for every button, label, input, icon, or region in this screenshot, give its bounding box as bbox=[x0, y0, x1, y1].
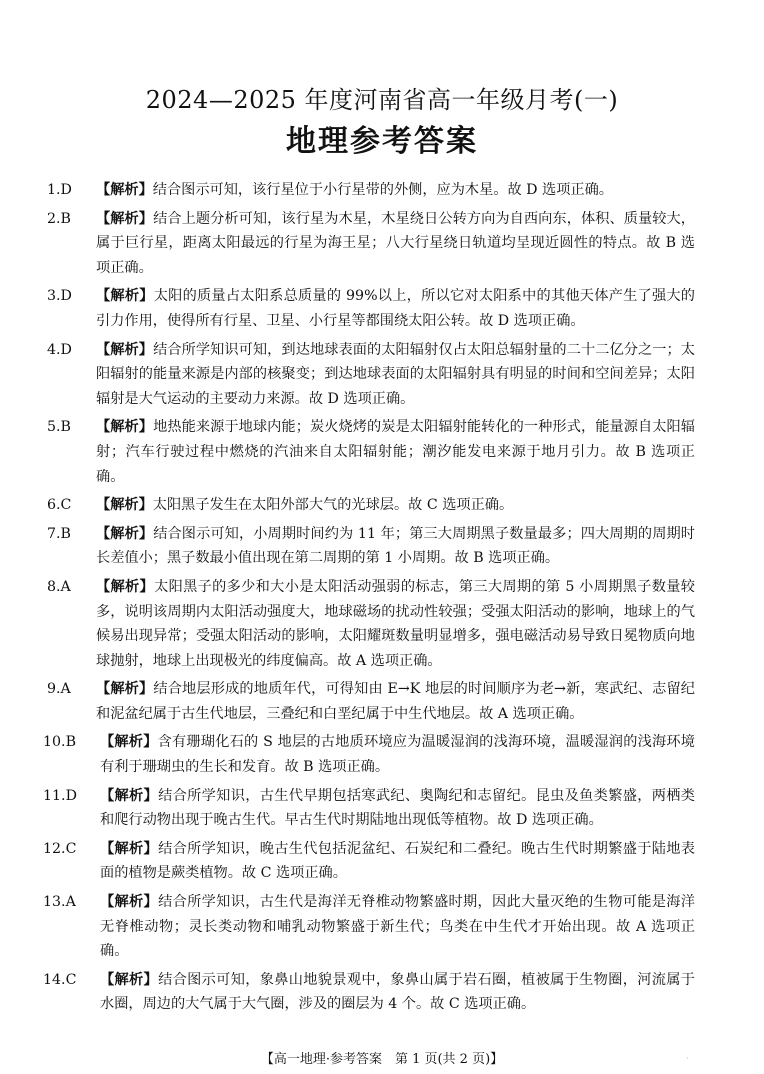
answer-number bbox=[43, 890, 76, 915]
answer-number bbox=[43, 837, 76, 862]
answer-item bbox=[43, 730, 695, 779]
analysis-tag: 【解析】 bbox=[96, 497, 153, 514]
answer-choice: D bbox=[60, 182, 72, 198]
answer-item bbox=[47, 575, 695, 673]
answer-number bbox=[43, 968, 76, 993]
answer-choice: B bbox=[60, 419, 71, 436]
analysis-tag: 【解析】 bbox=[100, 840, 159, 857]
analysis-tag: 【解析】 bbox=[100, 971, 159, 988]
answer-number bbox=[47, 522, 71, 547]
answer-item bbox=[47, 493, 695, 518]
analysis-tag: 【解析】 bbox=[100, 734, 158, 751]
answer-number bbox=[47, 575, 71, 600]
answer-choice: A bbox=[60, 578, 71, 595]
analysis-tag: 【解析】 bbox=[100, 894, 159, 911]
analysis-text: 太阳黑子的多少和大小是太阳活动强弱的标志，第三大周期的第 5 小周期黑子数量较多，说明该周期内太阳活动强度大，地球磁场的扰动性较强；受强太阳活动的影响，地球上的气候易出现异常；受强太阳活动的影响，太阳耀斑数量明显增多，强电磁活动易导致日冕物质向地球抛射，地球上出现极光的纬度偏高。故 A 选项正确。 bbox=[96, 578, 695, 669]
corner-mark: · bbox=[686, 1054, 689, 1063]
answer-item bbox=[47, 207, 695, 281]
answer-choice: A bbox=[60, 681, 71, 698]
answer-item bbox=[43, 968, 695, 1017]
answer-number bbox=[47, 284, 72, 309]
analysis-tag: 【解析】 bbox=[96, 210, 154, 227]
question-number: 13. bbox=[43, 894, 66, 911]
answer-choice: B bbox=[60, 525, 71, 542]
analysis-text: 含有珊瑚化石的 S 地层的古地质环境应为温暖湿润的浅海环境，温暖湿润的浅海环境有利于珊瑚虫的生长和发育。故 B 选项正确。 bbox=[100, 734, 695, 776]
answer-choice: A bbox=[65, 894, 76, 911]
analysis-text: 结合所学知识，晚古生代包括泥盆纪、石炭纪和二叠纪。晚古生代时期繁盛于陆地表面的植物是蕨类植物。故 C 选项正确。 bbox=[100, 840, 695, 882]
question-number: 11. bbox=[43, 787, 66, 804]
page-title: 2024—2025 年度河南省高一年级月考(一) bbox=[145, 86, 619, 114]
answer-item bbox=[43, 837, 695, 886]
analysis-text: 太阳的质量占太阳系总质量的 99%以上，所以它对太阳系中的其他天体产生了强大的引力作用，使得所有行星、卫星、小行星等都围绕太阳公转。故 D 选项正确。 bbox=[96, 288, 695, 329]
answer-item bbox=[47, 677, 695, 726]
analysis-tag: 【解析】 bbox=[96, 182, 153, 198]
answer-number bbox=[47, 493, 71, 518]
answer-item bbox=[47, 284, 695, 333]
question-number: 4. bbox=[47, 341, 61, 358]
question-number: 1. bbox=[47, 182, 61, 198]
answer-choice: D bbox=[60, 341, 72, 358]
question-number: 14. bbox=[43, 971, 66, 988]
question-number: 6. bbox=[47, 497, 61, 514]
analysis-tag: 【解析】 bbox=[96, 578, 155, 595]
analysis-text: 太阳黑子发生在太阳外部大气的光球层。故 C 选项正确。 bbox=[152, 497, 514, 514]
analysis-tag: 【解析】 bbox=[96, 525, 154, 542]
answer-number bbox=[47, 207, 71, 232]
analysis-tag: 【解析】 bbox=[96, 341, 154, 358]
analysis-text: 结合所学知识，古生代早期包括寒武纪、奥陶纪和志留纪。昆虫及鱼类繁盛，两栖类和爬行动物出现于晚古生代。早古生代时期陆地出现低等植物。故 D 选项正确。 bbox=[100, 787, 695, 829]
analysis-text: 结合图示可知，小周期时间约为 11 年；第三大周期黑子数量最多；四大周期的周期时长差值小；黑子数最小值出现在第二周期的第 1 小周期。故 B 选项正确。 bbox=[96, 525, 695, 567]
answer-number bbox=[47, 677, 71, 702]
answer-number bbox=[43, 730, 76, 755]
answer-choice: D bbox=[60, 288, 72, 305]
analysis-tag: 【解析】 bbox=[96, 681, 154, 698]
answer-choice: B bbox=[65, 734, 77, 751]
question-number: 2. bbox=[47, 210, 61, 227]
answer-choice: C bbox=[65, 971, 77, 988]
answer-choice: B bbox=[60, 210, 71, 227]
answer-item bbox=[43, 890, 695, 964]
answer-number bbox=[47, 415, 71, 440]
analysis-text: 结合所学知识，古生代是海洋无脊椎动物繁盛时期，因此大量灭绝的生物可能是海洋无脊椎动物；灵长类动物和哺乳动物繁盛于新生代；鸟类在中生代才开始出现。故 A 选项正确。 bbox=[100, 894, 695, 960]
analysis-text: 地热能来源于地球内能；炭火烧烤的炭是太阳辐射能转化的一种形式，能量源自太阳辐射；汽车行驶过程中燃烧的汽油来自太阳辐射能；潮汐能发电来源于地月引力。故 B 选项正确。 bbox=[96, 419, 695, 485]
answer-choice: C bbox=[60, 497, 72, 514]
question-number: 7. bbox=[47, 525, 61, 542]
question-number: 10. bbox=[43, 734, 66, 751]
answer-item bbox=[47, 178, 695, 203]
answer-choice: D bbox=[65, 787, 77, 804]
page-footer: 【高一地理·参考答案 第 1 页(共 2 页)】 bbox=[260, 1052, 504, 1067]
analysis-text: 结合上题分析可知，该行星为木星，木星绕日公转方向为自西向东，体积、质量较大，属于巨行星，距离太阳最远的行星为海王星；八大行星绕日轨道均呈现近圆性的特点。故 B 选项正确。 bbox=[96, 210, 695, 276]
answer-item bbox=[47, 415, 695, 489]
question-number: 12. bbox=[43, 840, 66, 857]
analysis-tag: 【解析】 bbox=[96, 419, 154, 436]
analysis-text: 结合图示可知，该行星位于小行星带的外侧，应为木星。故 D 选项正确。 bbox=[152, 182, 613, 198]
question-number: 8. bbox=[47, 578, 61, 595]
question-number: 3. bbox=[47, 288, 61, 305]
answer-list bbox=[43, 178, 695, 1021]
analysis-text: 结合所学知识可知，到达地球表面的太阳辐射仅占太阳总辐射量的二十二亿分之一；太阳辐射的能量来源是内部的核聚变；到达地球表面的太阳辐射具有明显的时间和空间差异；太阳辐射是大气运动的主要动力来源。故 D 选项正确。 bbox=[96, 341, 695, 407]
analysis-tag: 【解析】 bbox=[96, 288, 154, 305]
answer-item bbox=[43, 784, 695, 833]
analysis-text: 结合地层形成的地质年代，可得知由 E→K 地层的时间顺序为老→新，寒武纪、志留纪和泥盆纪属于古生代地层，三叠纪和白垩纪属于中生代地层。故 A 选项正确。 bbox=[96, 681, 695, 722]
question-number: 5. bbox=[47, 419, 61, 436]
analysis-text: 结合图示可知，象鼻山地貌景观中，象鼻山属于岩石圈，植被属于生物圈，河流属于水圈，周边的大气属于大气圈，涉及的圈层为 4 个。故 C 选项正确。 bbox=[100, 971, 695, 1013]
answer-number bbox=[47, 178, 72, 203]
analysis-tag: 【解析】 bbox=[100, 787, 159, 804]
answer-item bbox=[47, 338, 695, 412]
answer-number bbox=[47, 338, 72, 363]
answer-choice: C bbox=[65, 840, 77, 857]
answer-number bbox=[43, 784, 77, 809]
question-number: 9. bbox=[47, 681, 61, 698]
answer-item bbox=[47, 522, 695, 571]
page-subtitle: 地理参考答案 bbox=[286, 124, 478, 159]
